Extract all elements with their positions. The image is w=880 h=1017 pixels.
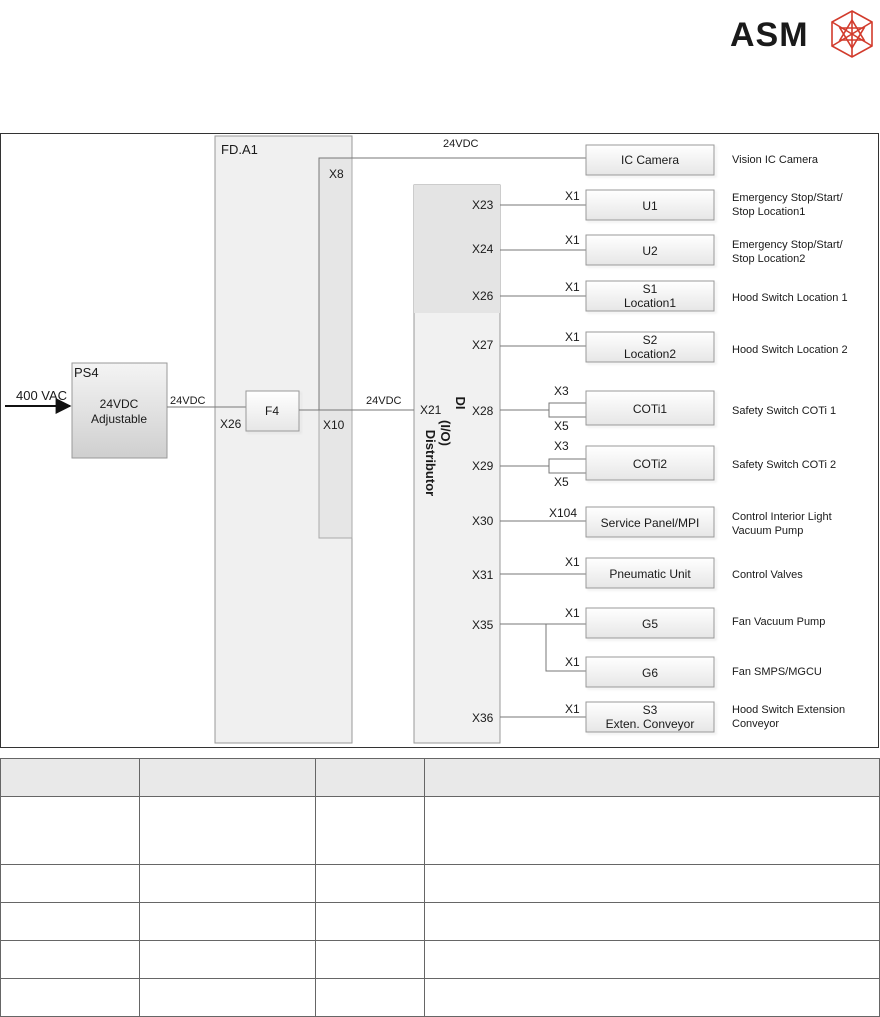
- table-header-cell: [316, 759, 425, 797]
- distributor-label-3: Distributor: [423, 429, 438, 497]
- block-diagram: [0, 133, 880, 749]
- port-x31-conn: X1: [565, 555, 580, 569]
- port-x31-desc1: Control Valves: [732, 569, 803, 581]
- table-cell: [425, 903, 880, 941]
- table-cell: [140, 865, 316, 903]
- wire-fd-label: 24VDC: [366, 395, 402, 407]
- ps4-line1: 24VDC: [99, 397, 139, 411]
- distributor-label-2: (I/O): [438, 420, 453, 446]
- port-x28-label: X28: [472, 404, 494, 418]
- ps4-id: PS4: [74, 365, 99, 380]
- port-x28-desc1: Safety Switch COTi 1: [732, 405, 837, 417]
- port-x31-box-label: Pneumatic Unit: [609, 567, 691, 581]
- fd-x8-label: X8: [329, 167, 344, 181]
- fd-x8-strip: [319, 158, 352, 538]
- table-row: [1, 941, 880, 979]
- table-cell: [425, 865, 880, 903]
- table-header-row: [1, 759, 880, 797]
- port-x30-box-label: Service Panel/MPI: [600, 516, 700, 530]
- port-x30-desc1: Control Interior Light: [732, 511, 832, 523]
- port-x23-box-label: U1: [642, 199, 658, 213]
- port-x26-box-label2: Location1: [623, 296, 677, 310]
- table-cell: [316, 865, 425, 903]
- camera-desc: Vision IC Camera: [732, 154, 818, 166]
- port-x23-desc1: Emergency Stop/Start/: [732, 192, 843, 204]
- port-x28-conn: X3: [554, 384, 569, 398]
- port-x30-desc2: Vacuum Pump: [732, 525, 804, 537]
- port-g6-conn: X1: [565, 655, 580, 669]
- empty-table: [0, 758, 880, 1017]
- table-row: [1, 865, 880, 903]
- table-cell: [1, 865, 140, 903]
- asm-logo: [730, 8, 880, 58]
- port-x29-conn2: X5: [554, 475, 569, 489]
- fd-x26-label: X26: [220, 417, 242, 431]
- port-x35-desc1: Fan Vacuum Pump: [732, 616, 826, 628]
- port-g6-desc1: Fan SMPS/MGCU: [732, 666, 822, 678]
- port-x24-desc2: Stop Location2: [732, 253, 806, 265]
- port-x30-conn: X104: [549, 506, 578, 520]
- port-x29-conn: X3: [554, 439, 569, 453]
- fd-title: FD.A1: [221, 142, 258, 157]
- port-x24-label: X24: [472, 242, 494, 256]
- table-cell: [425, 797, 880, 865]
- table-row: [1, 979, 880, 1017]
- port-x23-conn: X1: [565, 189, 580, 203]
- port-x36-desc2: Conveyor: [732, 718, 780, 730]
- port-x36-label: X36: [472, 711, 494, 725]
- port-x36-box-label1: S3: [642, 703, 658, 717]
- table-cell: [1, 979, 140, 1017]
- port-x26-label: X26: [472, 289, 494, 303]
- port-x36-desc1: Hood Switch Extension: [732, 704, 846, 716]
- table-cell: [1, 797, 140, 865]
- port-x23-label: X23: [472, 198, 494, 212]
- port-x26-desc1: Hood Switch Location 1: [732, 292, 848, 304]
- table-cell: [140, 903, 316, 941]
- wire-ps-label: 24VDC: [170, 395, 206, 407]
- table-row: [1, 903, 880, 941]
- port-x27-box-label1: S2: [642, 333, 658, 347]
- fd-x10-label: X10: [323, 418, 345, 432]
- table-cell: [1, 941, 140, 979]
- port-x36-box-label2: Exten. Conveyor: [605, 717, 695, 731]
- port-x36-conn: X1: [565, 702, 580, 716]
- port-x28-conn2: X5: [554, 419, 569, 433]
- table-cell: [140, 979, 316, 1017]
- port-x35-box-label: G5: [641, 617, 659, 631]
- input-label: 400 VAC: [16, 388, 68, 403]
- table-cell: [140, 941, 316, 979]
- port-x30-label: X30: [472, 514, 494, 528]
- distributor-x21: X21: [420, 403, 442, 417]
- port-x24-desc1: Emergency Stop/Start/: [732, 239, 843, 251]
- port-x35-conn: X1: [565, 606, 580, 620]
- table-cell: [316, 979, 425, 1017]
- port-x27-desc1: Hood Switch Location 2: [732, 344, 848, 356]
- port-x27-box-label2: Location2: [623, 347, 677, 361]
- table-cell: [140, 797, 316, 865]
- table-cell: [316, 903, 425, 941]
- table-cell: [1, 903, 140, 941]
- table-header-cell: [140, 759, 316, 797]
- port-x26-box-label1: S1: [642, 282, 658, 296]
- port-x26-conn: X1: [565, 280, 580, 294]
- ps4-line2: Adjustable: [90, 412, 148, 426]
- logo-text: ASM: [730, 16, 809, 54]
- wire-top-label: 24VDC: [443, 138, 479, 150]
- port-x29-label: X29: [472, 459, 494, 473]
- table-cell: [425, 979, 880, 1017]
- port-x27-label: X27: [472, 338, 494, 352]
- port-x24-conn: X1: [565, 233, 580, 247]
- table-header-cell: [1, 759, 140, 797]
- distributor-label-1: DI: [453, 396, 468, 410]
- asm-crystal-logo-icon: [826, 8, 878, 60]
- camera-box-label: IC Camera: [620, 153, 680, 167]
- port-x35-label: X35: [472, 618, 494, 632]
- table-header-cell: [425, 759, 880, 797]
- port-x29-desc1: Safety Switch COTi 2: [732, 459, 837, 471]
- port-x29-box-label: COTi2: [632, 457, 668, 471]
- table-cell: [316, 941, 425, 979]
- table-cell: [425, 941, 880, 979]
- port-x28-box-label: COTi1: [632, 402, 668, 416]
- port-x23-desc2: Stop Location1: [732, 206, 806, 218]
- table-cell: [316, 797, 425, 865]
- port-x31-label: X31: [472, 568, 494, 582]
- fuse-f4-label: F4: [264, 404, 280, 418]
- port-x24-box-label: U2: [642, 244, 658, 258]
- table-row: [1, 797, 880, 865]
- port-x27-conn: X1: [565, 330, 580, 344]
- port-g6-box-label: G6: [641, 666, 659, 680]
